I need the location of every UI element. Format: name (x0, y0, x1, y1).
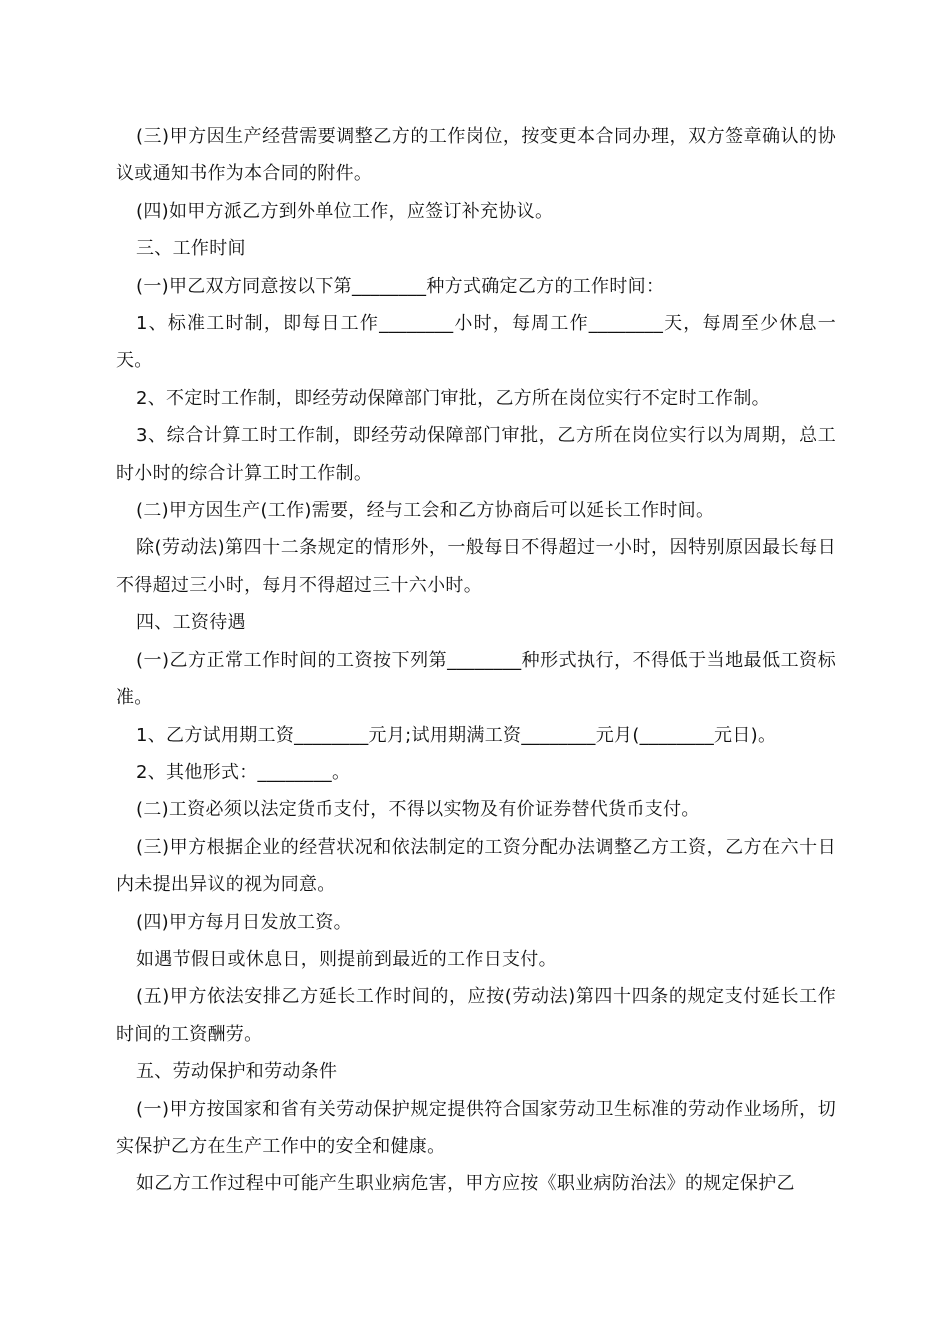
paragraph-18: (五)甲方依法安排乙方延长工作时间的，应按(劳动法)第四十四条的规定支付延长工作时间的工资酬劳。 (116, 986, 836, 1045)
paragraph-11: (一)乙方正常工作时间的工资按下列第________种形式执行，不得低于当地最低工资标准。 (116, 649, 836, 709)
paragraph-6: 2、不定时工作制，即经劳动保障部门审批，乙方所在岗位实行不定时工作制。 (136, 387, 770, 409)
paragraph-7: 3、综合计算工时工作制，即经劳动保障部门审批，乙方所在岗位实行以为周期，总工时小时的综合计算工时工作制。 (116, 425, 836, 484)
section-heading-wages: 四、工资待遇 (136, 612, 246, 634)
section-heading-labor-protection: 五、劳动保护和劳动条件 (136, 1061, 338, 1083)
paragraph-14: (二)工资必须以法定货币支付，不得以实物及有价证券替代货币支付。 (136, 799, 700, 821)
document-body (116, 118, 836, 1203)
section-heading-work-time: 三、工作时间 (136, 238, 246, 260)
paragraph-2: (四)如甲方派乙方到外单位工作，应签订补充协议。 (136, 200, 554, 222)
paragraph-8: (二)甲方因生产(工作)需要，经与工会和乙方协商后可以延长工作时间。 (136, 500, 715, 522)
paragraph-15: (三)甲方根据企业的经营状况和依法制定的工资分配办法调整乙方工资，乙方在六十日内未提出异议的视为同意。 (116, 836, 836, 896)
paragraph-9: 除(劳动法)第四十二条规定的情形外，一般每日不得超过一小时，因特别原因最长每日不得超过三小时，每月不得超过三十六小时。 (116, 537, 836, 596)
paragraph-20: (一)甲方按国家和省有关劳动保护规定提供符合国家劳动卫生标准的劳动作业场所，切实保护乙方在生产工作中的安全和健康。 (116, 1098, 836, 1157)
paragraph-12: 1、乙方试用期工资________元月;试用期满工资________元月(________元日)。 (136, 724, 777, 746)
paragraph-21: 如乙方工作过程中可能产生职业病危害，甲方应按《职业病防治法》的规定保护乙 (136, 1173, 795, 1195)
paragraph-4: (一)甲乙双方同意按以下第________种方式确定乙方的工作时间： (136, 275, 665, 297)
paragraph-13: 2、其他形式：________。 (136, 761, 351, 783)
paragraph-17: 如遇节假日或休息日，则提前到最近的工作日支付。 (136, 948, 557, 970)
paragraph-1: (三)甲方因生产经营需要调整乙方的工作岗位，按变更本合同办理，双方签章确认的协议或通知书作为本合同的附件。 (116, 126, 836, 185)
paragraph-16: (四)甲方每月日发放工资。 (136, 911, 352, 933)
paragraph-5: 1、标准工时制，即每日工作________小时，每周工作________天，每周至少休息一天。 (116, 313, 836, 372)
